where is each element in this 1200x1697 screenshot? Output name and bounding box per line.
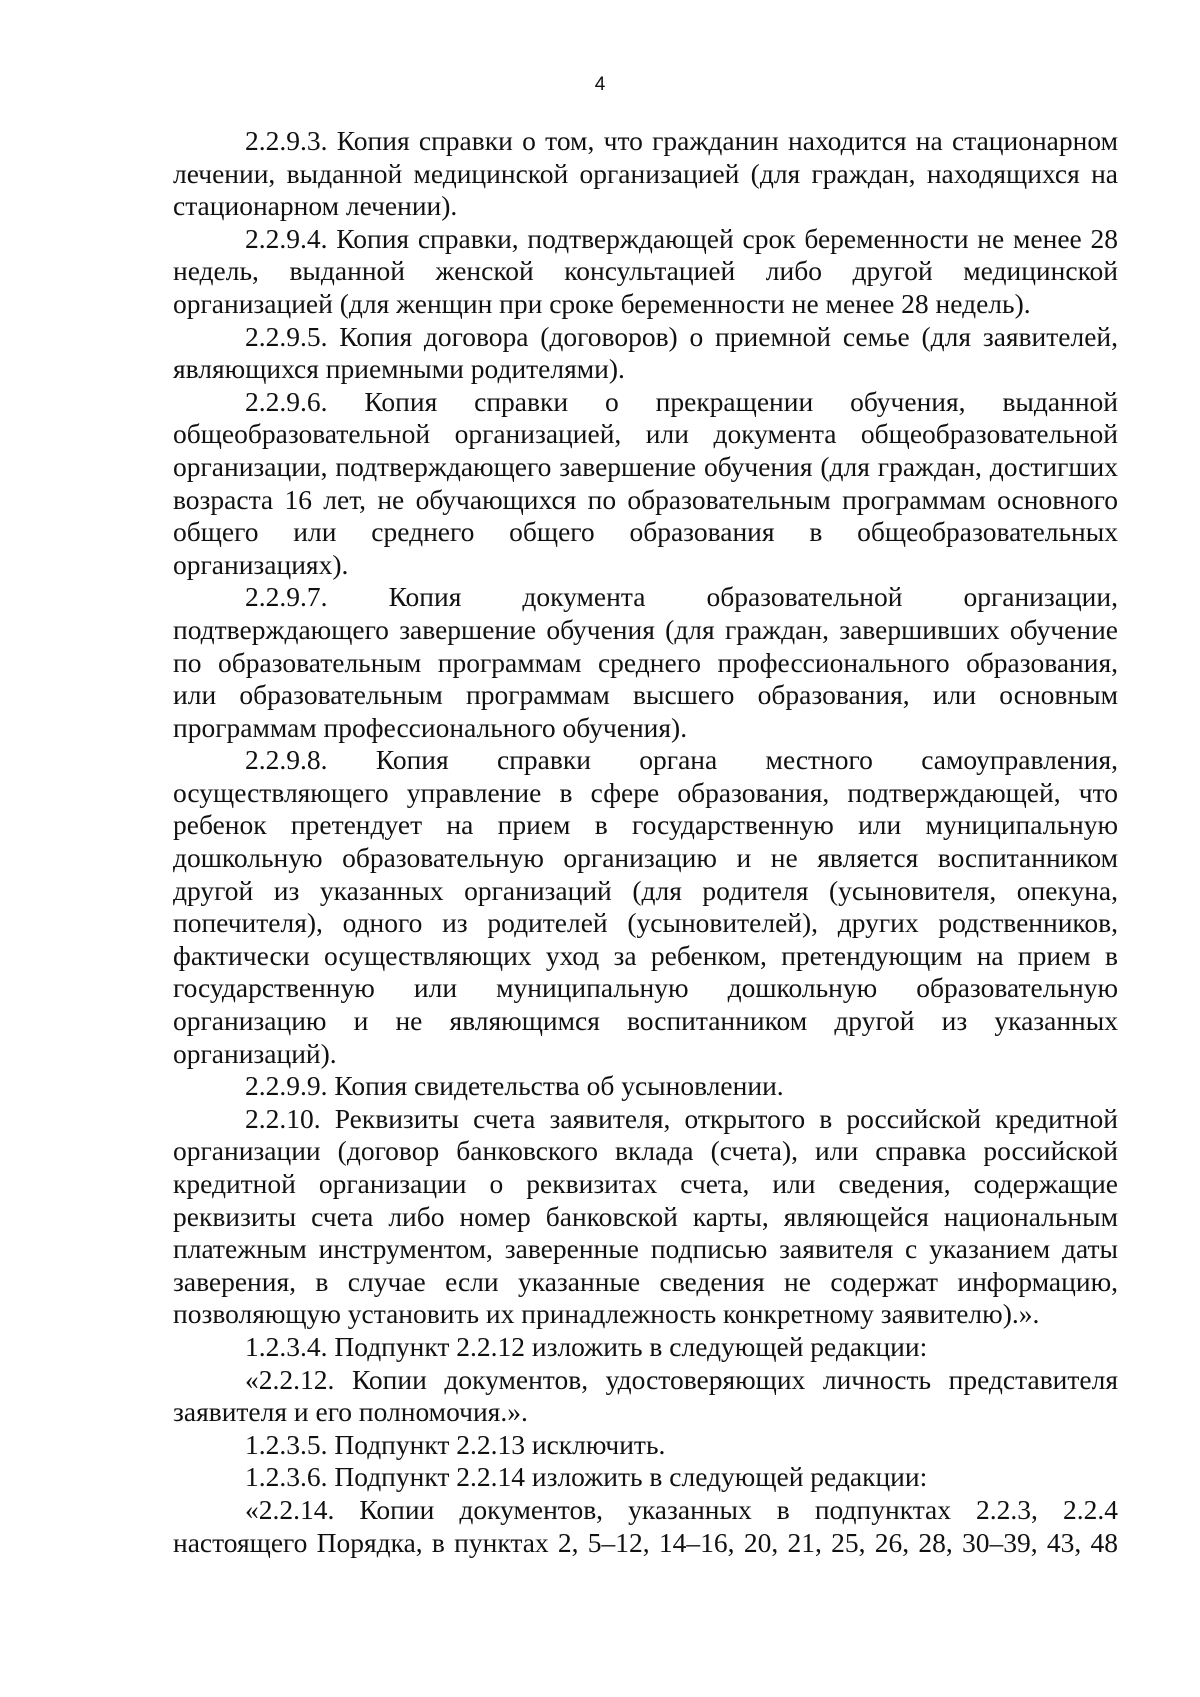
paragraph-2-2-9-9: 2.2.9.9. Копия свидетельства об усыновлении. (245, 1070, 784, 1102)
paragraph-2-2-9-5: 2.2.9.5. Копия договора (договоров) о приемной семье (для заявителей, являющихся приемными родителями). (173, 320, 1118, 385)
paragraph-2-2-9-8: 2.2.9.8. Копия справки органа местного самоуправления, осуществляющего управление в сфере образования, подтверждающей, что ребенок претендует на прием в государственную или муниципальную дошкольную образовательную организацию и не является воспитанником другой из указанных организаций (для родителя (усыновителя, опекуна, попечителя), одного из родителей (усыновителей), других родственников, фактически осуществляющих уход за ребенком, претендующим на прием в государственную или муниципальную дошкольную образовательную организацию и не являющимся воспитанником другой из указанных организаций). (173, 744, 1118, 1069)
paragraph-2-2-9-7: 2.2.9.7. Копия документа образовательной организации, подтверждающего завершение обучения (для граждан, завершивших обучение по образовательным программам среднего профессионального образования, или образовательным программам высшего образования, или основным программам профессионального обучения). (173, 581, 1118, 743)
paragraph-1-2-3-6: 1.2.3.6. Подпункт 2.2.14 изложить в следующей редакции: (245, 1461, 928, 1493)
paragraph-2-2-9-4: 2.2.9.4. Копия справки, подтверждающей срок беременности не менее 28 недель, выданной женской консультацией либо другой медицинской организацией (для женщин при сроке беременности не менее 28 недель). (173, 222, 1118, 319)
paragraph-1-2-3-4: 1.2.3.4. Подпункт 2.2.12 изложить в следующей редакции: (245, 1330, 928, 1362)
paragraph-1-2-3-5: 1.2.3.5. Подпункт 2.2.13 исключить. (245, 1428, 666, 1460)
paragraph-2-2-10: 2.2.10. Реквизиты счета заявителя, открытого в российской кредитной организации (договор банковского вклада (счета), или справка российской кредитной организации о реквизитах счета, или сведения, содержащие реквизиты счета либо номер банковской карты, являющейся национальным платежным инструментом, заверенные подписью заявителя с указанием даты заверения, в случае если указанные сведения не содержат информацию, позволяющую установить их принадлежность конкретному заявителю).». (173, 1102, 1118, 1330)
document-body (173, 125, 1118, 1559)
page-number: 4 (594, 74, 606, 95)
paragraph-2-2-12-quote: «2.2.12. Копии документов, удостоверяющих личность представителя заявителя и его полномочия.». (173, 1363, 1118, 1428)
paragraph-2-2-14-quote: «2.2.14. Копии документов, указанных в подпунктах 2.2.3, 2.2.4 настоящего Порядка, в пунктах 2, 5–12, 14–16, 20, 21, 25, 26, 28, 30–39, 43, 48 (173, 1493, 1118, 1558)
paragraph-2-2-9-6: 2.2.9.6. Копия справки о прекращении обучения, выданной общеобразовательной организацией, или документа общеобразовательной организации, подтверждающего завершение обучения (для граждан, достигших возраста 16 лет, не обучающихся по образовательным программам основного общего или среднего общего образования в общеобразовательных организациях). (173, 385, 1118, 580)
paragraph-2-2-9-3: 2.2.9.3. Копия справки о том, что гражданин находится на стационарном лечении, выданной медицинской организацией (для граждан, находящихся на стационарном лечении). (173, 125, 1118, 222)
